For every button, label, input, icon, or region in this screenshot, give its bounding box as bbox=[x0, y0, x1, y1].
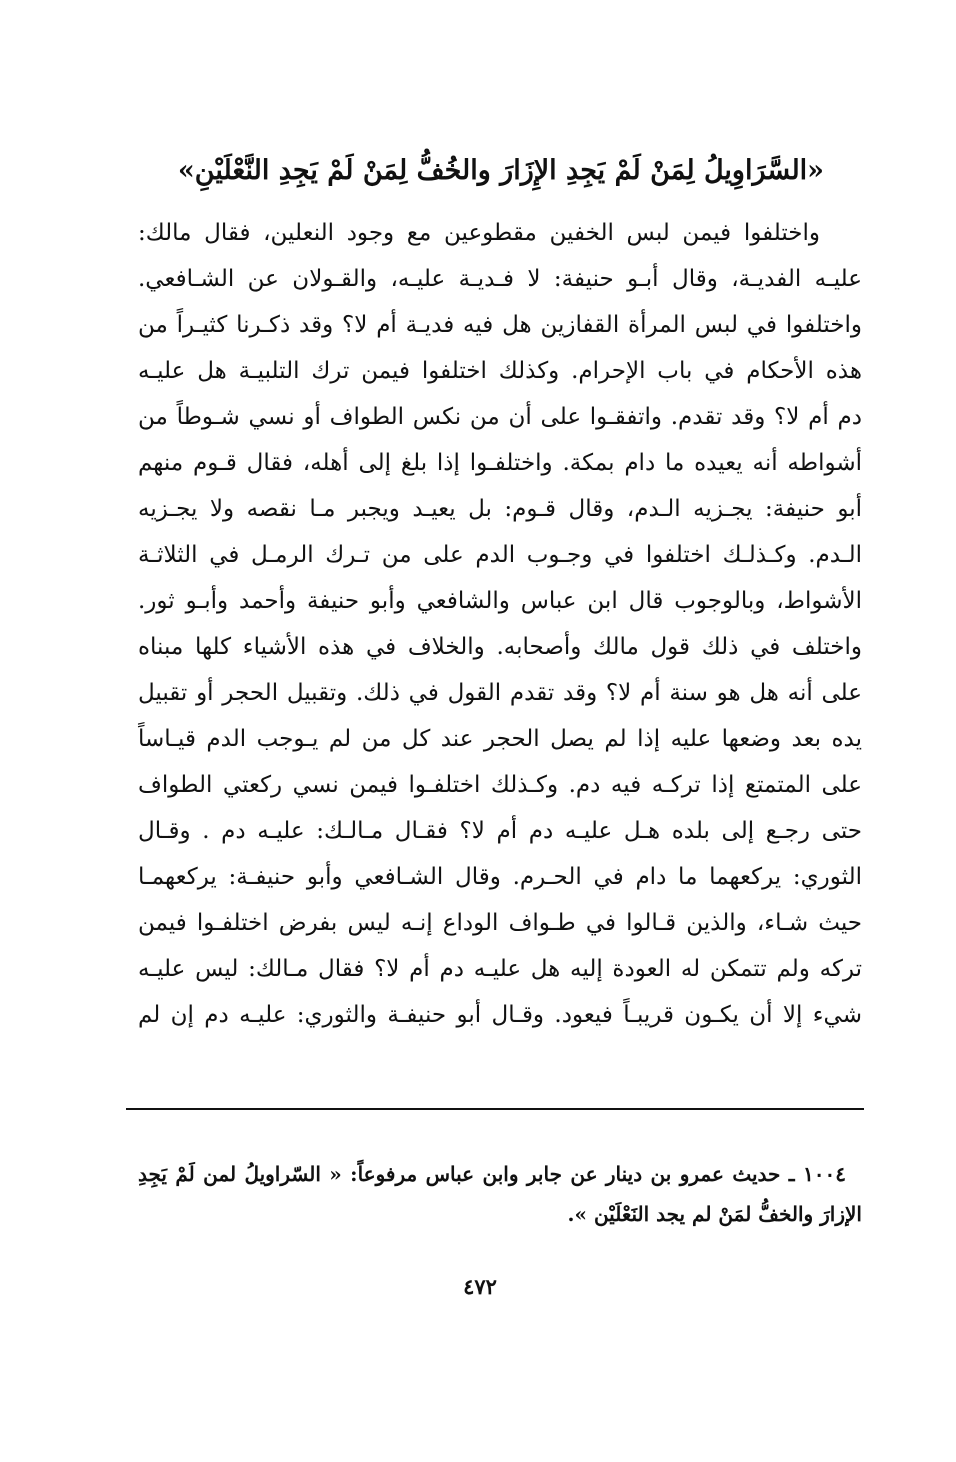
footnote-line: الإزارَ والخفُّ لمَنْ لم يجد النَعْلَيْن ». bbox=[567, 1202, 862, 1226]
body-line: يده بعد وضعها عليه إذا لم يصل الحجر عند كل من لم يـوجب الدم قيـاساً bbox=[138, 726, 862, 752]
body-line: أشواطه أنه يعيده ما دام بمكة. واختلفـوا إذا بلغ إلى أهله، فقال قـوم منهم bbox=[138, 450, 862, 476]
body-line: الأشواط، وبالوجوب قال ابن عباس والشافعي وأبو حنيفة وأحمد وأبـو ثور. bbox=[138, 588, 862, 614]
body-line: تركه ولم تتمكن له العودة إليه هل عليـه دم أم لا؟ فقال مـالك: ليس عليـه bbox=[138, 956, 862, 982]
body-line: دم أم لا؟ وقد تقدم. واتفقـوا على أن من نكس الطواف أو نسي شـوطاً من bbox=[138, 404, 862, 430]
body-line: واختلفوا فيمن لبس الخفين مقطوعين مع وجود النعلين، فقال مالك: bbox=[138, 220, 820, 246]
body-line: هذه الأحكام في باب الإحرام. وكذلك اختلفوا فيمن ترك التلبيـة هل عليـه bbox=[138, 358, 862, 384]
body-line: على المتمتع إذا تركـه فيه دم. وكـذلك اختلفـوا فيمن نسي ركعتي الطواف bbox=[138, 772, 862, 798]
body-line: واختلفوا في لبس المرأة القفازين هل فيه فديـة أم لا؟ وقد ذكـرنا كثيـراً من bbox=[138, 312, 862, 338]
hadith-heading: «السَّرَاوِيلُ لِمَنْ لَمْ يَجِدِ الإِزَارَ والخُفُّ لِمَنْ لَمْ يَجِدِ النَّعْلَيْنِ» bbox=[177, 155, 825, 186]
body-line: الثوري: يركعهما ما دام في الحـرم. وقال الشـافعي وأبو حنيفـة: يركعهمـا bbox=[138, 864, 862, 890]
footnote bbox=[138, 1154, 862, 1234]
body-line: عليـه الفديـة، وقال أبـو حنيفة: لا فـديـة عليـه، والقـولان عن الشـافعي. bbox=[138, 266, 862, 292]
body-line: واختلف في ذلك قول مالك وأصحابه. والخلاف في هذه الأشياء كلها مبناه bbox=[138, 634, 862, 660]
page-number: ٤٧٢ bbox=[463, 1274, 497, 1299]
main-body-text bbox=[138, 210, 862, 1038]
footnote-divider bbox=[126, 1108, 864, 1110]
body-line: الـدم. وكـذلـك اختلفوا في وجـوب الدم على من تـرك الرمـل في الثلاثـة bbox=[138, 542, 862, 568]
body-line: حتى رجـع إلى بلده هـل عليـه دم أم لا؟ فقـال مـالـك: عليـه دم . وقـال bbox=[138, 818, 862, 844]
footnote-line: ١٠٠٤ ـ حديث عمرو بن دينار عن جابر وابن عباس مرفوعاً: « السّراويلُ لمن لَمْ يَجِدِ bbox=[138, 1162, 846, 1186]
body-line: شيء إلا أن يكـون قريبـاً فيعود. وقـال أبو حنيفـة والثوري: عليـه دم إن لم bbox=[138, 1002, 862, 1028]
body-line: حيث شـاء، والذين قـالوا في طـواف الوداع إنـه ليس بفرض اختلفـوا فيمن bbox=[138, 910, 862, 936]
body-line: أبو حنيفة: يجـزيه الـدم، وقال قـوم: بل يعيـد ويجبر مـا نقصه ولا يجـزيه bbox=[138, 496, 862, 522]
body-line: على أنه هل هو سنة أم لا؟ وقد تقدم القول في ذلك. وتقبيل الحجر أو تقبيل bbox=[138, 680, 862, 706]
